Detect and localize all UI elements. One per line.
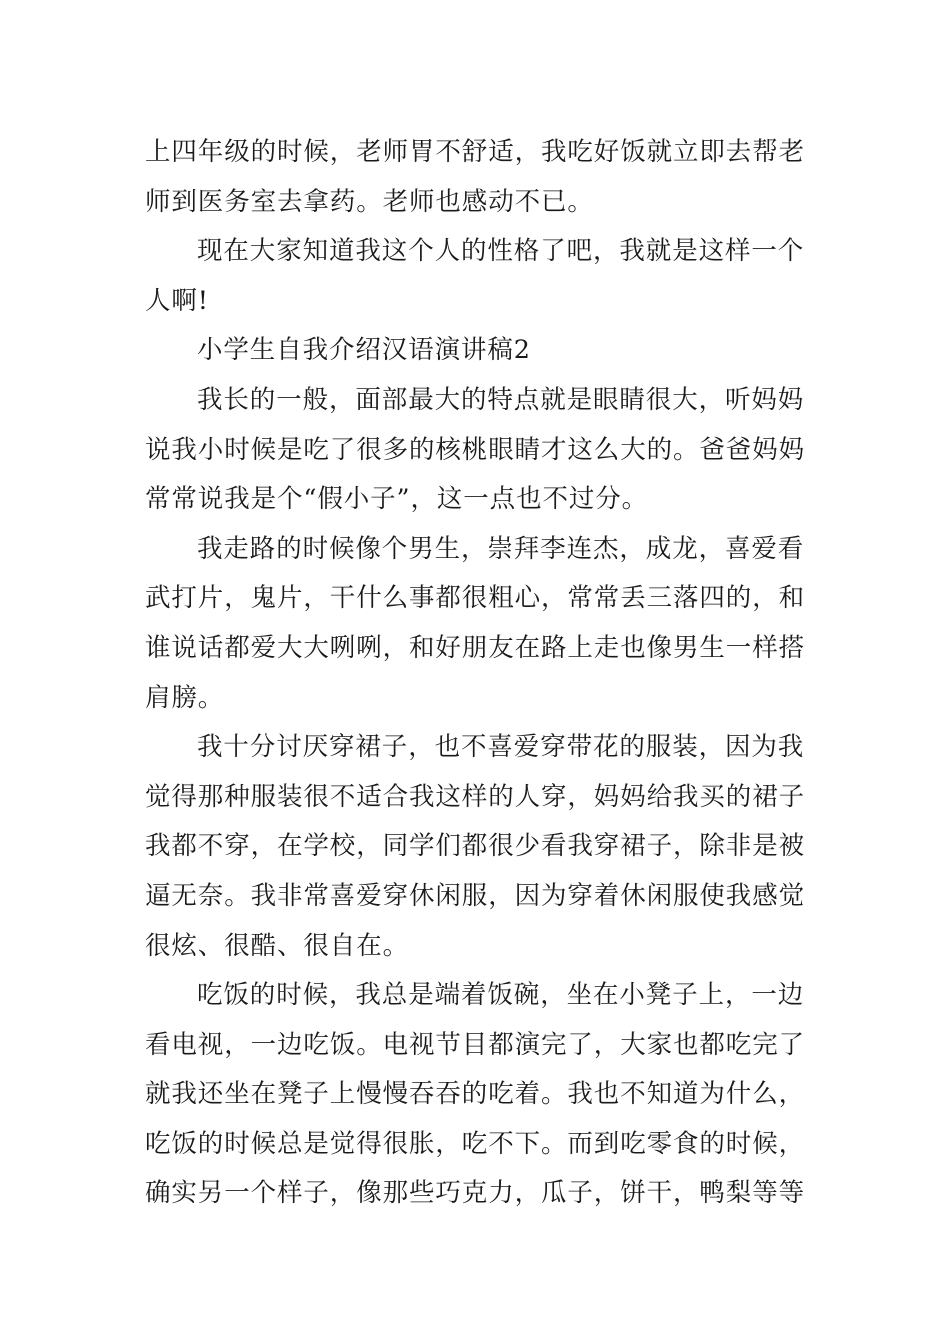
text-line: 我长的一般，面部最大的特点就是眼睛很大，听妈妈: [197, 384, 805, 415]
text-line: 确实另一个样子，像那些巧克力，瓜子，饼干，鸭梨等等: [145, 1178, 806, 1209]
text-line: 看电视，一边吃饭。电视节目都演完了，大家也都吃完了: [145, 1029, 806, 1060]
text-line: 常常说我是个“假小子”，这一点也不过分。: [145, 484, 649, 515]
text-line: 现在大家知道我这个人的性格了吧，我就是这样一个: [197, 236, 805, 267]
text-line: 很炫、很酷、很自在。: [145, 930, 410, 961]
document-body: [145, 128, 807, 1219]
text-line: 肩膀。: [145, 682, 225, 713]
text-line: 上四年级的时候，老师胃不舒适，我吃好饭就立即去帮老: [145, 137, 806, 167]
text-line: 吃饭的时候总是觉得很胀，吃不下。而到吃零食的时候，: [145, 1128, 806, 1159]
text-line: 就我还坐在凳子上慢慢吞吞的吃着。我也不知道为什么，: [145, 1079, 806, 1110]
text-line: 吃饭的时候，我总是端着饭碗，坐在小凳子上，一边: [197, 980, 805, 1011]
section-heading: 小学生自我介绍汉语演讲稿2: [197, 335, 531, 366]
text-line: 逼无奈。我非常喜爱穿休闲服，因为穿着休闲服使我感觉: [145, 880, 806, 911]
text-line: 说我小时候是吃了很多的核桃眼睛才这么大的。爸爸妈妈: [145, 434, 806, 465]
text-line: 我都不穿，在学校，同学们都很少看我穿裙子，除非是被: [145, 831, 806, 862]
text-line: 我十分讨厌穿裙子，也不喜爱穿带花的服装，因为我: [197, 732, 805, 763]
text-line: 人啊!: [145, 285, 209, 316]
text-line: 我走路的时候像个男生，崇拜李连杰，成龙，喜爱看: [197, 533, 805, 564]
text-line: 觉得那种服装很不适合我这样的人穿，妈妈给我买的裙子: [145, 781, 806, 812]
text-line: 师到医务室去拿药。老师也感动不已。: [145, 186, 594, 217]
text-line: 武打片，鬼片，干什么事都很粗心，常常丢三落四的，和: [145, 583, 806, 614]
text-line: 谁说话都爱大大咧咧，和好朋友在路上走也像男生一样搭: [145, 632, 806, 663]
